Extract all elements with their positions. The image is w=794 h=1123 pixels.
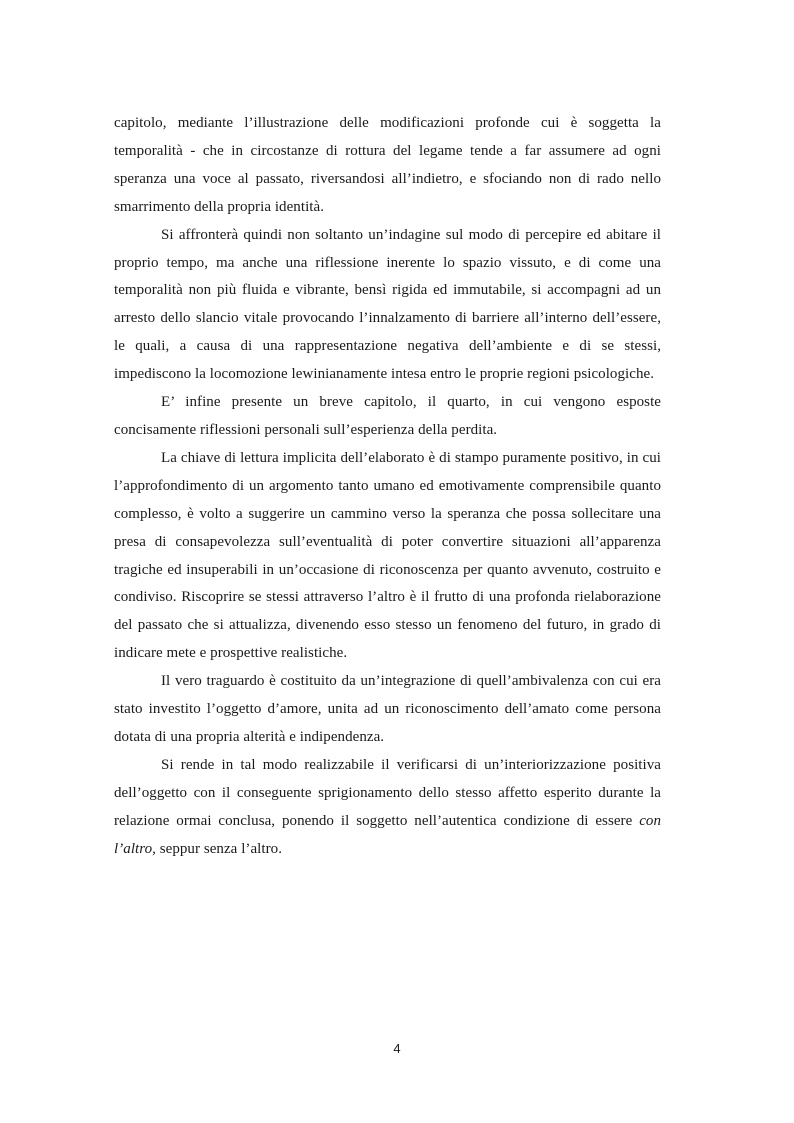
- paragraph-6-text-before: Si rende in tal modo realizzabile il verificarsi di un’interiorizzazione positiva dell’oggetto con il conseguente sprigionamento dello stesso affetto esperito durante la relazione ormai conclusa, ponendo il soggetto nell’autentica condizione di essere: [114, 756, 661, 829]
- paragraph-2: Si affronterà quindi non soltanto un’indagine sul modo di percepire ed abitare il proprio tempo, ma anche una riflessione inerente lo spazio vissuto, e di come una temporalità non più fluida e vibrante, bensì rigida ed immutabile, si accompagni ad un arresto dello slancio vitale provocando l’innalzamento di barriere all’interno dell’essere, le quali, a causa di una rappresentazione negativa dell’ambiente e di se stessi, impediscono la locomozione lewinianamente intesa entro le proprie regioni psicologiche.: [114, 226, 661, 383]
- paragraph-3: E’ infine presente un breve capitolo, il quarto, in cui vengono esposte concisamente riflessioni personali sull’esperienza della perdita.: [114, 394, 661, 438]
- document-body: [114, 110, 661, 863]
- paragraph-1: capitolo, mediante l’illustrazione delle modificazioni profonde cui è soggetta la temporalità - che in circostanze di rottura del legame tende a far assumere ad ogni speranza una voce al passato, riversandosi all’indietro, e sfociando non di rado nello smarrimento della propria identità.: [114, 115, 661, 215]
- paragraph-6: [114, 752, 661, 864]
- paragraph-6-text-after: , seppur senza l’altro.: [152, 840, 282, 857]
- page-number: 4: [393, 1041, 401, 1056]
- paragraph-4: La chiave di lettura implicita dell’elaborato è di stampo puramente positivo, in cui l’approfondimento di un argomento tanto umano ed emotivamente comprensibile quanto complesso, è volto a suggerire un cammino verso la speranza che possa sollecitare una presa di consapevolezza sull’eventualità di poter convertire situazioni all’apparenza tragiche ed insuperabili in un’occasione di riconoscenza per quanto avvenuto, costruito e condiviso. Riscoprire se stessi attraverso l’altro è il frutto di una profonda rielaborazione del passato che si attualizza, divenendo esso stesso un fenomeno del futuro, in grado di indicare mete e prospettive realistiche.: [114, 449, 661, 662]
- paragraph-5: Il vero traguardo è costituito da un’integrazione di quell’ambivalenza con cui era stato investito l’oggetto d’amore, unita ad un riconoscimento dell’amato come persona dotata di una propria alterità e indipendenza.: [114, 673, 661, 745]
- paragraph-6-italic-text: con l’altro: [114, 812, 661, 857]
